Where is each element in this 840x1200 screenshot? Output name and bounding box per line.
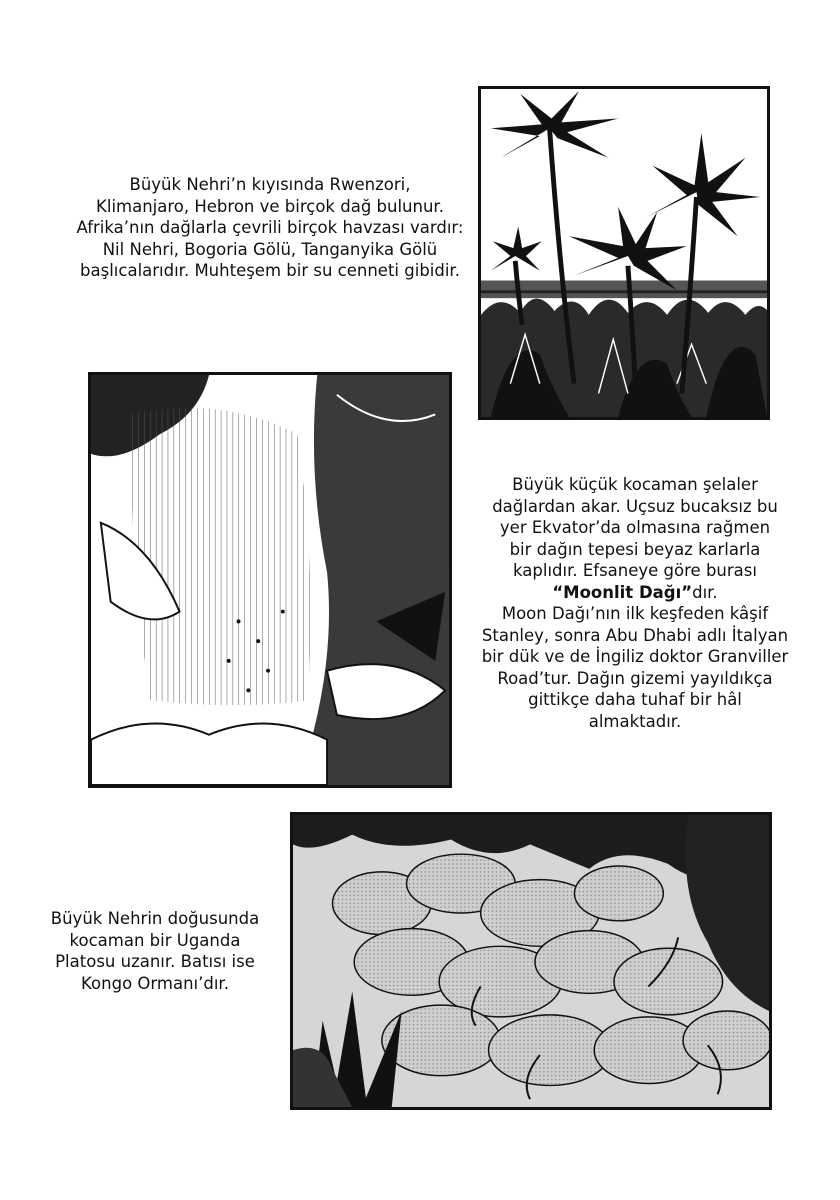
caption-line: Büyük Nehri’n kıyısında Rwenzori, (129, 175, 411, 194)
caption-line: Kongo Ormanı’dır. (81, 973, 229, 993)
caption-line: kocaman bir Uganda (69, 930, 241, 950)
caption-line: Nil Nehri, Bogoria Gölü, Tanganyika Gölü (102, 239, 438, 259)
caption-middle (465, 474, 805, 732)
caption-suffix: dır. (692, 582, 718, 602)
caption-line: Büyük küçük kocaman şelaler (512, 475, 758, 494)
moonlit-dagi-title: “Moonlit Dağı” (552, 582, 693, 602)
panel-palm-trees (478, 86, 770, 420)
palm-trees-illustration (481, 89, 767, 417)
panel-waterfall (88, 372, 452, 788)
elephant-herd-illustration (293, 815, 769, 1107)
caption-line: Road’tur. Dağın gizemi yayıldıkça (497, 668, 773, 688)
caption-line: dağlardan akar. Uçsuz bucaksız bu (492, 496, 778, 516)
caption-line: Klimanjaro, Hebron ve birçok dağ bulunur. (96, 196, 444, 216)
caption-line: Platosu uzanır. Batısı ise (55, 952, 255, 971)
caption-top (70, 174, 470, 282)
panel-elephants (290, 812, 772, 1110)
caption-line: yer Ekvator’da olmasına rağmen (499, 518, 771, 537)
caption-line: Afrika’nın dağlarla çevrili birçok havzası vardır: (76, 218, 464, 237)
caption-line: Moon Dağı’nın ilk keşfeden kâşif (501, 604, 769, 623)
caption-line: Stanley, sonra Abu Dhabi adlı İtalyan (481, 625, 789, 645)
caption-line (465, 582, 805, 604)
caption-line: almaktadır. (588, 711, 682, 731)
caption-line: gittikçe daha tuhaf bir hâl (528, 690, 742, 709)
caption-bottom (40, 908, 270, 994)
caption-line: Büyük Nehrin doğusunda (50, 909, 260, 928)
caption-line: bir dağın tepesi beyaz karlarla (509, 539, 761, 559)
caption-line: kaplıdır. Efsaneye göre burası (513, 561, 757, 580)
caption-line: bir dük ve de İngiliz doktor Granviller (481, 647, 789, 666)
caption-line: başlıcalarıdır. Muhteşem bir su cenneti gibidir. (80, 261, 460, 280)
waterfall-illustration (91, 375, 449, 785)
